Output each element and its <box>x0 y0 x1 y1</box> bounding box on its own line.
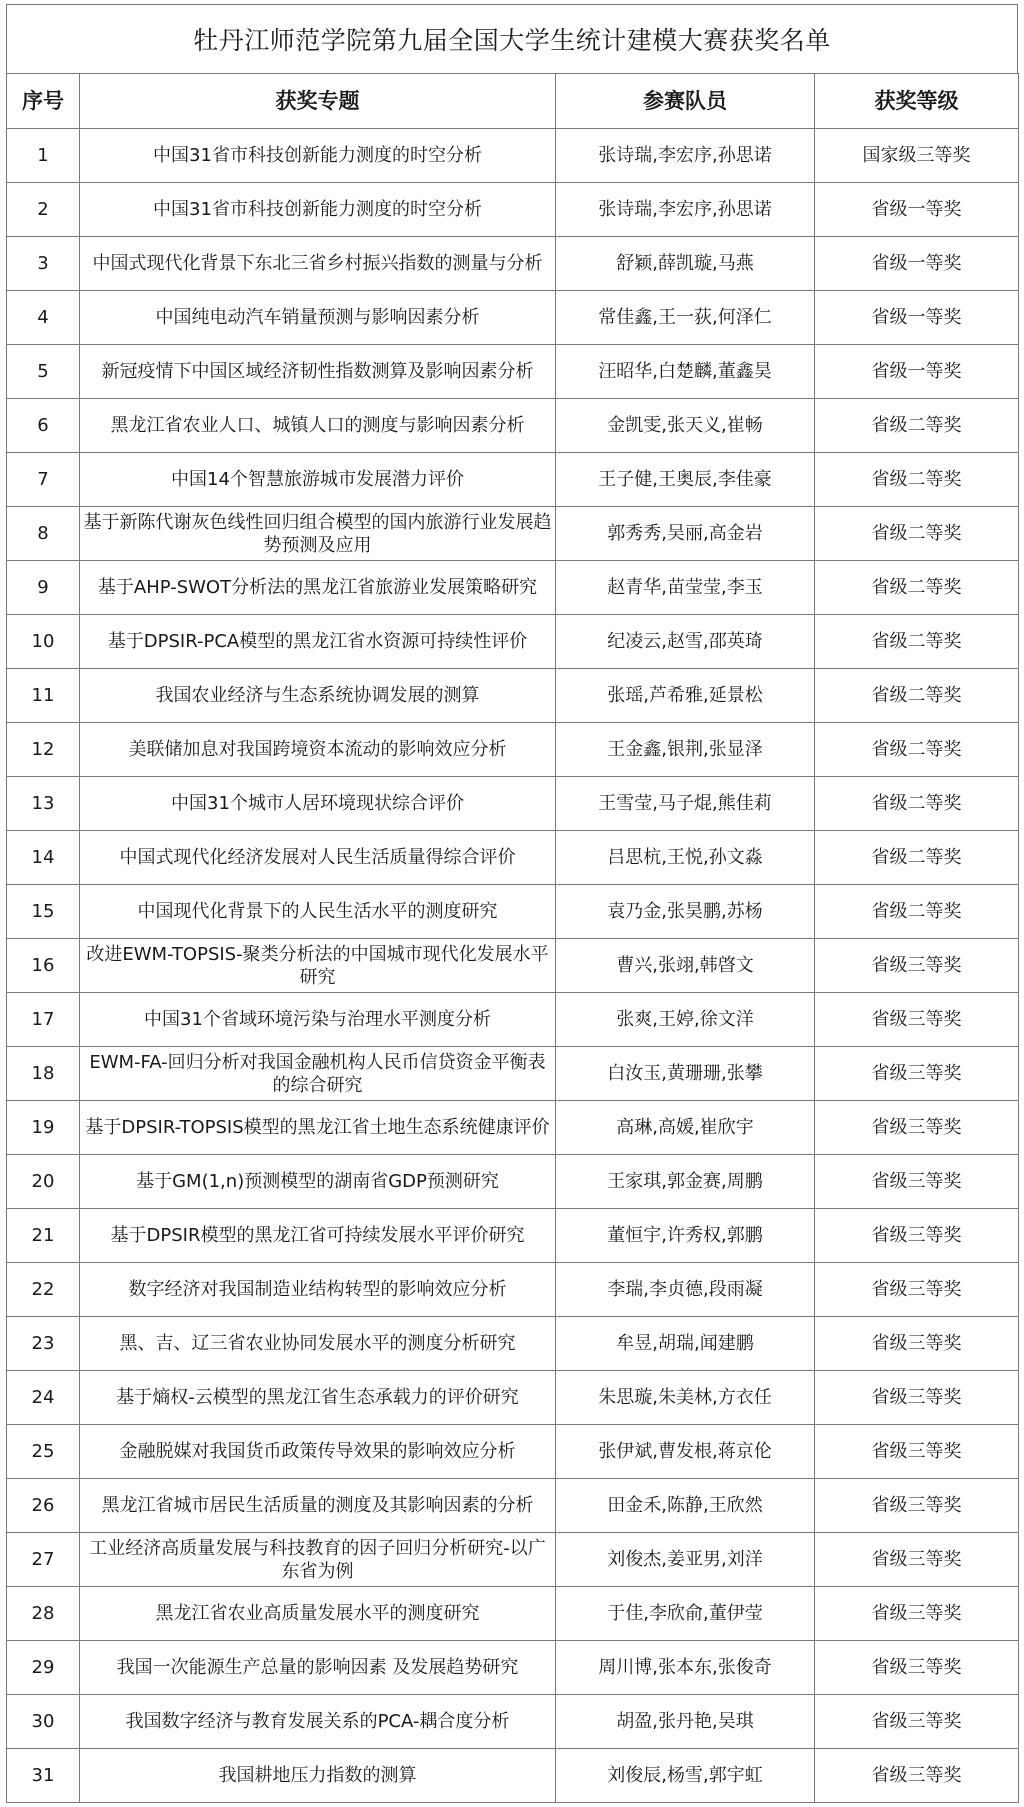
cell-topic: 中国31个城市人居环境现状综合评价 <box>80 777 556 831</box>
cell-number: 26 <box>7 1479 80 1533</box>
table-row <box>7 1695 1019 1749</box>
cell-award: 省级三等奖 <box>815 1749 1019 1803</box>
cell-award: 省级三等奖 <box>815 1101 1019 1155</box>
cell-team: 田金禾,陈静,王欣然 <box>556 1479 815 1533</box>
cell-team: 常佳鑫,王一荻,何泽仁 <box>556 291 815 345</box>
table-row <box>7 1317 1019 1371</box>
cell-number: 14 <box>7 831 80 885</box>
table-row <box>7 183 1019 237</box>
cell-team: 高琳,高媛,崔欣宇 <box>556 1101 815 1155</box>
cell-award: 省级三等奖 <box>815 1425 1019 1479</box>
cell-topic: 中国31省市科技创新能力测度的时空分析 <box>80 129 556 183</box>
cell-topic: 黑龙江省农业人口、城镇人口的测度与影响因素分析 <box>80 399 556 453</box>
cell-topic: 改进EWM-TOPSIS-聚类分析法的中国城市现代化发展水平研究 <box>80 939 556 993</box>
cell-topic: 新冠疫情下中国区域经济韧性指数测算及影响因素分析 <box>80 345 556 399</box>
award-list-sheet <box>6 4 1018 1801</box>
cell-number: 31 <box>7 1749 80 1803</box>
cell-number: 5 <box>7 345 80 399</box>
cell-team: 李瑞,李贞德,段雨凝 <box>556 1263 815 1317</box>
cell-number: 27 <box>7 1533 80 1587</box>
cell-award: 省级二等奖 <box>815 777 1019 831</box>
table-row <box>7 1425 1019 1479</box>
cell-topic: 中国14个智慧旅游城市发展潜力评价 <box>80 453 556 507</box>
cell-team: 于佳,李欣俞,董伊莹 <box>556 1587 815 1641</box>
cell-team: 张瑶,芦希雅,延景松 <box>556 669 815 723</box>
cell-team: 袁乃金,张昊鹏,苏杨 <box>556 885 815 939</box>
cell-team: 郭秀秀,吴丽,高金岩 <box>556 507 815 561</box>
cell-team: 王家琪,郭金赛,周鹏 <box>556 1155 815 1209</box>
cell-award: 省级二等奖 <box>815 669 1019 723</box>
cell-team: 曹兴,张翊,韩晵文 <box>556 939 815 993</box>
cell-award: 省级二等奖 <box>815 831 1019 885</box>
cell-award: 省级二等奖 <box>815 453 1019 507</box>
cell-team: 王雪莹,马子焜,熊佳莉 <box>556 777 815 831</box>
table-row <box>7 831 1019 885</box>
cell-topic: EWM-FA-回归分析对我国金融机构人民币信贷资金平衡表的综合研究 <box>80 1047 556 1101</box>
cell-topic: 我国耕地压力指数的测算 <box>80 1749 556 1803</box>
header-number: 序号 <box>7 74 80 129</box>
cell-award: 省级二等奖 <box>815 507 1019 561</box>
cell-award: 省级三等奖 <box>815 1209 1019 1263</box>
cell-team: 舒颖,薛凯璇,马燕 <box>556 237 815 291</box>
cell-topic: 基于AHP-SWOT分析法的黑龙江省旅游业发展策略研究 <box>80 561 556 615</box>
cell-topic: 中国31省市科技创新能力测度的时空分析 <box>80 183 556 237</box>
cell-topic: 黑、吉、辽三省农业协同发展水平的测度分析研究 <box>80 1317 556 1371</box>
cell-number: 17 <box>7 993 80 1047</box>
cell-number: 24 <box>7 1371 80 1425</box>
table-row <box>7 669 1019 723</box>
cell-topic: 基于GM(1,n)预测模型的湖南省GDP预测研究 <box>80 1155 556 1209</box>
table-row <box>7 1371 1019 1425</box>
cell-number: 12 <box>7 723 80 777</box>
cell-award: 国家级三等奖 <box>815 129 1019 183</box>
cell-topic: 我国农业经济与生态系统协调发展的测算 <box>80 669 556 723</box>
cell-number: 6 <box>7 399 80 453</box>
table-row <box>7 885 1019 939</box>
cell-topic: 中国式现代化背景下东北三省乡村振兴指数的测量与分析 <box>80 237 556 291</box>
cell-number: 4 <box>7 291 80 345</box>
cell-award: 省级三等奖 <box>815 1047 1019 1101</box>
cell-team: 张伊斌,曹发根,蒋京伦 <box>556 1425 815 1479</box>
table-header-row <box>7 74 1019 129</box>
table-row <box>7 291 1019 345</box>
cell-team: 赵青华,苗莹莹,李玉 <box>556 561 815 615</box>
table-row <box>7 561 1019 615</box>
table-row <box>7 1263 1019 1317</box>
table-row <box>7 723 1019 777</box>
cell-team: 王金鑫,银荆,张显泽 <box>556 723 815 777</box>
table-row <box>7 399 1019 453</box>
cell-team: 刘俊杰,姜亚男,刘洋 <box>556 1533 815 1587</box>
cell-topic: 金融脱媒对我国货币政策传导效果的影响效应分析 <box>80 1425 556 1479</box>
cell-team: 白汝玉,黄珊珊,张攀 <box>556 1047 815 1101</box>
cell-topic: 基于熵权-云模型的黑龙江省生态承载力的评价研究 <box>80 1371 556 1425</box>
cell-topic: 黑龙江省城市居民生活质量的测度及其影响因素的分析 <box>80 1479 556 1533</box>
cell-team: 牟昱,胡瑞,闻建鹏 <box>556 1317 815 1371</box>
cell-topic: 数字经济对我国制造业结构转型的影响效应分析 <box>80 1263 556 1317</box>
cell-award: 省级三等奖 <box>815 993 1019 1047</box>
table-row <box>7 993 1019 1047</box>
cell-number: 28 <box>7 1587 80 1641</box>
table-row <box>7 453 1019 507</box>
cell-topic: 基于DPSIR-TOPSIS模型的黑龙江省土地生态系统健康评价 <box>80 1101 556 1155</box>
cell-number: 13 <box>7 777 80 831</box>
cell-award: 省级一等奖 <box>815 291 1019 345</box>
table-row <box>7 1209 1019 1263</box>
award-table <box>6 73 1019 1803</box>
cell-topic: 我国数字经济与教育发展关系的PCA-耦合度分析 <box>80 1695 556 1749</box>
cell-award: 省级三等奖 <box>815 1641 1019 1695</box>
cell-award: 省级三等奖 <box>815 1317 1019 1371</box>
cell-number: 9 <box>7 561 80 615</box>
cell-award: 省级三等奖 <box>815 939 1019 993</box>
cell-number: 10 <box>7 615 80 669</box>
cell-topic: 黑龙江省农业高质量发展水平的测度研究 <box>80 1587 556 1641</box>
table-row <box>7 1047 1019 1101</box>
cell-award: 省级二等奖 <box>815 615 1019 669</box>
cell-topic: 中国现代化背景下的人民生活水平的测度研究 <box>80 885 556 939</box>
cell-award: 省级三等奖 <box>815 1371 1019 1425</box>
table-row <box>7 1155 1019 1209</box>
cell-topic: 中国式现代化经济发展对人民生活质量得综合评价 <box>80 831 556 885</box>
cell-team: 张爽,王婷,徐文洋 <box>556 993 815 1047</box>
cell-team: 张诗瑞,李宏序,孙思诺 <box>556 183 815 237</box>
cell-number: 1 <box>7 129 80 183</box>
cell-team: 周川博,张本东,张俊奇 <box>556 1641 815 1695</box>
cell-number: 2 <box>7 183 80 237</box>
cell-award: 省级三等奖 <box>815 1533 1019 1587</box>
cell-topic: 中国纯电动汽车销量预测与影响因素分析 <box>80 291 556 345</box>
cell-team: 王子健,王奥辰,李佳豪 <box>556 453 815 507</box>
table-row <box>7 345 1019 399</box>
cell-team: 吕思杭,王悦,孙文淼 <box>556 831 815 885</box>
table-row <box>7 1533 1019 1587</box>
header-award: 获奖等级 <box>815 74 1019 129</box>
cell-number: 16 <box>7 939 80 993</box>
cell-topic: 我国一次能源生产总量的影响因素 及发展趋势研究 <box>80 1641 556 1695</box>
cell-award: 省级一等奖 <box>815 183 1019 237</box>
table-row <box>7 1101 1019 1155</box>
cell-number: 21 <box>7 1209 80 1263</box>
cell-award: 省级二等奖 <box>815 885 1019 939</box>
cell-number: 25 <box>7 1425 80 1479</box>
cell-number: 20 <box>7 1155 80 1209</box>
table-row <box>7 1479 1019 1533</box>
cell-number: 19 <box>7 1101 80 1155</box>
cell-award: 省级三等奖 <box>815 1695 1019 1749</box>
cell-award: 省级三等奖 <box>815 1587 1019 1641</box>
cell-award: 省级二等奖 <box>815 561 1019 615</box>
table-row <box>7 777 1019 831</box>
cell-team: 董恒宇,许秀权,郭鹏 <box>556 1209 815 1263</box>
cell-award: 省级二等奖 <box>815 399 1019 453</box>
cell-topic: 基于DPSIR-PCA模型的黑龙江省水资源可持续性评价 <box>80 615 556 669</box>
header-topic: 获奖专题 <box>80 74 556 129</box>
document-title: 牡丹江师范学院第九届全国大学生统计建模大赛获奖名单 <box>6 4 1018 73</box>
cell-team: 纪凌云,赵雪,邵英琦 <box>556 615 815 669</box>
cell-award: 省级二等奖 <box>815 723 1019 777</box>
table-row <box>7 1749 1019 1803</box>
cell-topic: 基于新陈代谢灰色线性回归组合模型的国内旅游行业发展趋势预测及应用 <box>80 507 556 561</box>
cell-number: 29 <box>7 1641 80 1695</box>
cell-award: 省级一等奖 <box>815 345 1019 399</box>
table-row <box>7 939 1019 993</box>
cell-team: 金凯雯,张天义,崔畅 <box>556 399 815 453</box>
cell-award: 省级三等奖 <box>815 1479 1019 1533</box>
cell-number: 3 <box>7 237 80 291</box>
cell-number: 8 <box>7 507 80 561</box>
cell-number: 15 <box>7 885 80 939</box>
table-row <box>7 1587 1019 1641</box>
cell-number: 7 <box>7 453 80 507</box>
cell-number: 11 <box>7 669 80 723</box>
cell-topic: 工业经济高质量发展与科技教育的因子回归分析研究-以广东省为例 <box>80 1533 556 1587</box>
cell-team: 张诗瑞,李宏序,孙思诺 <box>556 129 815 183</box>
table-row <box>7 129 1019 183</box>
cell-award: 省级三等奖 <box>815 1263 1019 1317</box>
header-team: 参赛队员 <box>556 74 815 129</box>
cell-award: 省级三等奖 <box>815 1155 1019 1209</box>
cell-number: 18 <box>7 1047 80 1101</box>
table-row <box>7 237 1019 291</box>
cell-number: 22 <box>7 1263 80 1317</box>
table-row <box>7 1641 1019 1695</box>
cell-team: 汪昭华,白楚麟,董鑫昊 <box>556 345 815 399</box>
cell-topic: 中国31个省域环境污染与治理水平测度分析 <box>80 993 556 1047</box>
cell-team: 胡盈,张丹艳,吴琪 <box>556 1695 815 1749</box>
table-body <box>7 129 1019 1803</box>
cell-number: 30 <box>7 1695 80 1749</box>
table-row <box>7 615 1019 669</box>
cell-topic: 美联储加息对我国跨境资本流动的影响效应分析 <box>80 723 556 777</box>
cell-team: 刘俊辰,杨雪,郭宇虹 <box>556 1749 815 1803</box>
cell-number: 23 <box>7 1317 80 1371</box>
table-row <box>7 507 1019 561</box>
cell-award: 省级一等奖 <box>815 237 1019 291</box>
cell-topic: 基于DPSIR模型的黑龙江省可持续发展水平评价研究 <box>80 1209 556 1263</box>
cell-team: 朱思璇,朱美林,方衣任 <box>556 1371 815 1425</box>
